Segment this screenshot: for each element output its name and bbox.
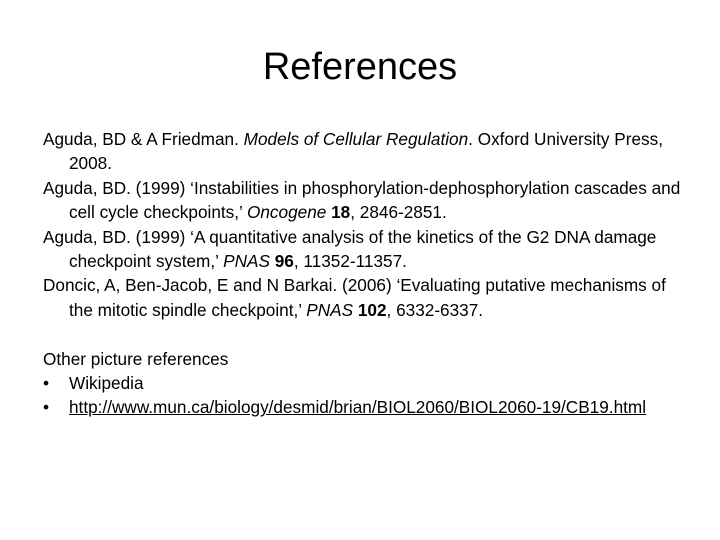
- reference-2-journal: Oncogene: [247, 202, 327, 223]
- reference-3-volume: 96: [274, 251, 294, 272]
- reference-3: [43, 225, 683, 274]
- reference-link[interactable]: http://www.mun.ca/biology/desmid/brian/BIOL2060/BIOL2060-19/CB19.html: [69, 397, 647, 418]
- reference-4-lead: Doncic, A, Ben-Jacob, E and N Barkai. (2006) ‘Evaluating putative mechanisms of the mitotic spindle checkpoint,’: [43, 275, 666, 320]
- reference-1-book-title: Models of Cellular Regulation: [243, 129, 469, 149]
- reference-4-volume: 102: [357, 299, 387, 320]
- other-references-heading: Other picture references: [43, 348, 229, 369]
- reference-1-lead: Aguda, BD & A Friedman.: [43, 129, 244, 149]
- reference-4-journal: PNAS: [306, 299, 354, 320]
- reference-4-pages: , 6332-6337.: [386, 299, 484, 320]
- slide-title: References: [262, 46, 458, 88]
- bullet-icon: •: [43, 373, 50, 394]
- reference-4: [43, 273, 683, 322]
- bullet-icon: •: [43, 397, 50, 418]
- reference-2-lead: Aguda, BD. (1999) ‘Instabilities in phosphorylation-dephosphorylation cascades and cell cycle checkpoints,’: [43, 177, 681, 223]
- reference-3-journal: PNAS: [223, 251, 270, 272]
- bullet-item-link: [43, 395, 683, 419]
- reference-3-pages: , 11352-11357.: [293, 251, 407, 272]
- reference-1: [43, 127, 683, 176]
- bullet-item-wikipedia-label: Wikipedia: [69, 373, 144, 394]
- reference-2-pages: , 2846-2851.: [350, 202, 447, 223]
- section-spacer: [43, 322, 683, 346]
- reference-2-volume: 18: [331, 202, 351, 223]
- bullet-item-wikipedia: [43, 371, 683, 395]
- reference-2: [43, 176, 683, 225]
- reference-3-lead: Aguda, BD. (1999) ‘A quantitative analysis of the kinetics of the G2 DNA damage checkpoint system,’: [43, 226, 657, 272]
- reference-1-tail: . Oxford University Press, 2008.: [69, 129, 663, 174]
- references-body: [43, 127, 683, 420]
